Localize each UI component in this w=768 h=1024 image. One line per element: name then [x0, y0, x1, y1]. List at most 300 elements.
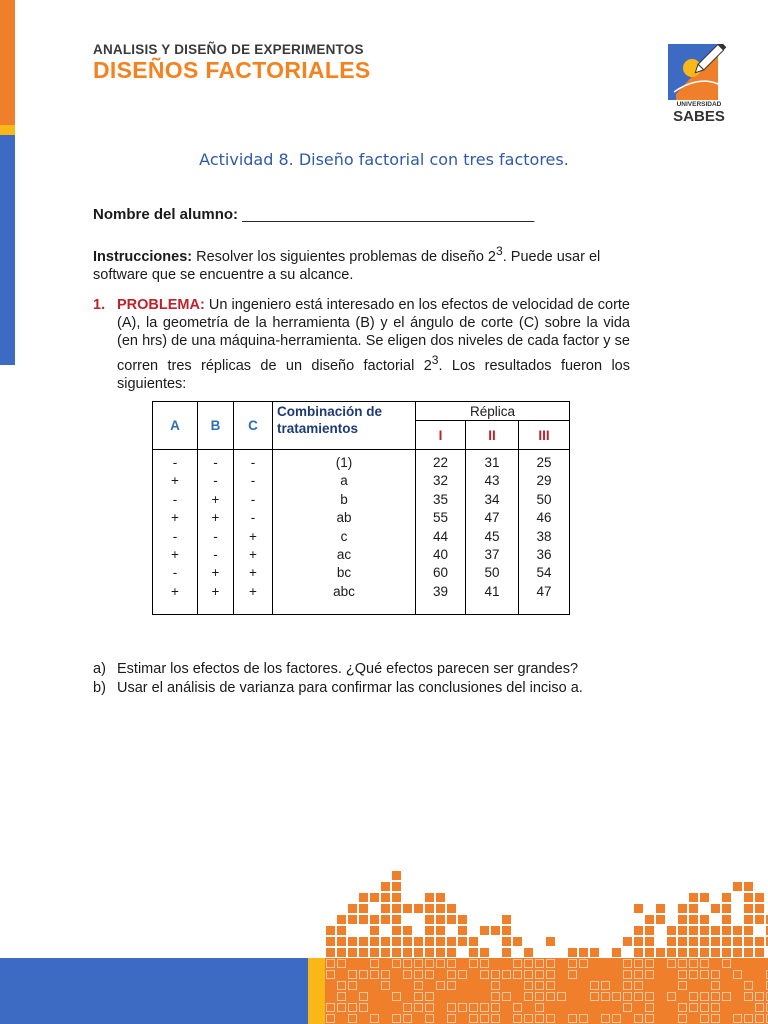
- pixel-outline: [711, 992, 720, 1001]
- pixel-outline: [590, 992, 599, 1001]
- table-cell: c: [340, 528, 348, 544]
- pixel-outline: [700, 1014, 709, 1023]
- table-cell: -: [213, 455, 218, 470]
- pixel-block: [711, 937, 720, 946]
- pixel-outline: [700, 992, 709, 1001]
- column-replica-i: [416, 450, 466, 615]
- pixel-block: [326, 937, 335, 946]
- pixel-outline: [700, 1003, 709, 1012]
- pixel-block: [678, 948, 687, 957]
- table-cell: 32: [432, 473, 449, 489]
- pixel-block: [392, 937, 401, 946]
- instructions-label: Instrucciones:: [93, 248, 193, 265]
- table-cell: 29: [536, 473, 552, 489]
- pixel-outline: [689, 1003, 698, 1012]
- pixel-outline: [513, 959, 522, 968]
- pixel-outline: [414, 981, 423, 990]
- pixel-block: [689, 948, 698, 957]
- pixel-outline: [447, 970, 456, 979]
- pixel-outline: [480, 1014, 489, 1023]
- pixel-outline: [392, 992, 401, 1001]
- table-cell: 34: [484, 491, 500, 507]
- pixel-block: [645, 915, 654, 924]
- pixel-block: [700, 926, 709, 935]
- pixel-outline: [425, 1014, 434, 1023]
- pixel-outline: [414, 992, 423, 1001]
- pixel-block: [370, 937, 379, 946]
- pixel-block: [733, 882, 742, 891]
- pixel-block: [403, 904, 412, 913]
- table-cell: -: [172, 455, 178, 470]
- pixel-outline: [711, 981, 720, 990]
- pixel-outline: [623, 1003, 632, 1012]
- table-cell: bc: [336, 565, 352, 581]
- logo-text-university: UNIVERSIDAD: [676, 101, 722, 108]
- pixel-block: [392, 915, 401, 924]
- pixel-outline: [634, 981, 643, 990]
- pixel-block: [359, 893, 368, 902]
- pixel-block: [689, 937, 698, 946]
- pixel-block: [370, 915, 379, 924]
- logo-text-sabes: SABES: [673, 108, 725, 125]
- pixel-outline: [425, 992, 434, 1001]
- pixel-outline: [755, 1003, 764, 1012]
- pixel-outline: [513, 970, 522, 979]
- pixel-outline: [722, 992, 731, 1001]
- header-a: A: [153, 402, 198, 450]
- table-cell: 31: [484, 455, 500, 470]
- pixel-outline: [524, 1014, 533, 1023]
- instructions: [93, 242, 630, 284]
- table-cell: 36: [536, 547, 552, 563]
- pixel-outline: [645, 1014, 654, 1023]
- table-cell: 43: [484, 473, 500, 489]
- table-cell: +: [171, 510, 179, 526]
- table-cell: +: [211, 583, 220, 599]
- pixel-block: [502, 926, 511, 935]
- table-cell: 60: [432, 565, 449, 581]
- pixel-outline: [535, 959, 544, 968]
- pixel-outline: [480, 959, 489, 968]
- pixel-block: [359, 948, 368, 957]
- pixel-block: [744, 926, 753, 935]
- pixel-outline: [326, 1014, 335, 1023]
- pixel-block: [370, 893, 379, 902]
- column-c: [234, 450, 273, 615]
- column-replica-ii: [466, 450, 519, 615]
- pixel-block: [700, 893, 709, 902]
- problem-base: 2: [423, 357, 432, 374]
- pixel-outline: [370, 1014, 379, 1023]
- pixel-block: [524, 948, 533, 957]
- pixel-block: [722, 904, 731, 913]
- pixel-outline: [524, 959, 533, 968]
- question-text: Usar el análisis de varianza para confirmar las conclusiones del inciso a.: [117, 679, 583, 696]
- pixel-block: [513, 937, 522, 946]
- pixel-block: [755, 904, 764, 913]
- table-cell: +: [211, 510, 220, 526]
- pixel-outline: [469, 1003, 478, 1012]
- pixel-block: [667, 926, 676, 935]
- header-c: C: [234, 402, 273, 450]
- pixel-outline: [601, 981, 610, 990]
- table-cell: a: [340, 473, 348, 489]
- table-cell: 50: [536, 491, 552, 507]
- table-cell: 39: [432, 583, 449, 599]
- header-replica-i: I: [416, 421, 466, 450]
- pixel-block: [656, 915, 665, 924]
- pixel-outline: [359, 992, 368, 1001]
- pixel-outline: [381, 981, 390, 990]
- pixel-outline: [612, 1014, 621, 1023]
- question-label: a): [93, 661, 106, 677]
- pixel-block: [447, 948, 456, 957]
- pixel-outline: [744, 992, 753, 1001]
- pixel-outline: [535, 981, 544, 990]
- pixel-block: [700, 915, 709, 924]
- results-table: [152, 401, 570, 615]
- table-cell: 25: [536, 455, 552, 470]
- pixel-block: [436, 904, 445, 913]
- pixel-block: [546, 937, 555, 946]
- pixel-outline: [623, 970, 632, 979]
- pixel-block: [656, 904, 665, 913]
- footer-bar-yellow: [308, 958, 325, 1024]
- pixel-outline: [403, 970, 412, 979]
- pixel-outline: [436, 959, 445, 968]
- table-cell: 47: [536, 583, 552, 599]
- pixel-outline: [634, 970, 643, 979]
- pixel-block: [337, 926, 346, 935]
- pixel-block: [425, 904, 434, 913]
- pixel-block: [337, 937, 346, 946]
- side-bar-orange: [0, 0, 15, 125]
- problem-label: PROBLEMA:: [117, 297, 205, 313]
- table-cell: ac: [336, 547, 352, 563]
- pixel-block: [733, 948, 742, 957]
- pixel-block: [689, 893, 698, 902]
- table-cell: 35: [432, 491, 449, 507]
- header-b: B: [198, 402, 234, 450]
- pixel-outline: [359, 1003, 368, 1012]
- pixel-block: [744, 882, 753, 891]
- table-cell: 54: [536, 565, 552, 581]
- column-replica-iii: [519, 450, 570, 615]
- question-item: [93, 660, 583, 679]
- pixel-block: [403, 948, 412, 957]
- pixel-outline: [744, 1014, 753, 1023]
- pixel-block: [337, 915, 346, 924]
- pixel-block: [722, 937, 731, 946]
- pixel-outline: [711, 970, 720, 979]
- header-replica: Réplica: [416, 402, 570, 421]
- pixel-outline: [634, 959, 643, 968]
- pixel-outline: [612, 992, 621, 1001]
- pixel-block: [722, 893, 731, 902]
- pixel-block: [458, 926, 467, 935]
- pixel-outline: [425, 970, 434, 979]
- questions-list: [93, 660, 583, 697]
- header-subtitle: ANALISIS Y DISEÑO DE EXPERIMENTOS: [93, 42, 364, 57]
- pixel-block: [414, 937, 423, 946]
- table-cell: -: [172, 565, 178, 581]
- pixel-block: [458, 915, 467, 924]
- table-cell: +: [171, 583, 179, 599]
- pixel-outline: [711, 1014, 720, 1023]
- instructions-text-before: Resolver los siguientes problemas de diseño: [192, 248, 488, 265]
- table-cell: ab: [336, 510, 352, 526]
- pixel-block: [359, 904, 368, 913]
- pixel-block: [722, 915, 731, 924]
- pixel-block: [392, 948, 401, 957]
- pixel-block: [700, 948, 709, 957]
- pixel-block: [634, 926, 643, 935]
- pixel-outline: [403, 1014, 412, 1023]
- pixel-outline: [744, 981, 753, 990]
- pixel-block: [645, 937, 654, 946]
- header-replica-iii: III: [519, 421, 570, 450]
- pixel-block: [381, 915, 390, 924]
- pixel-outline: [348, 970, 357, 979]
- pixel-outline: [590, 981, 599, 990]
- pixel-outline: [645, 1003, 654, 1012]
- table-cell: (1): [335, 455, 353, 470]
- pixel-block: [667, 937, 676, 946]
- logo-emblem-icon: [668, 44, 730, 100]
- activity-title: Actividad 8. Diseño factorial con tres factores.: [199, 150, 569, 169]
- pixel-outline: [601, 1014, 610, 1023]
- pixel-block: [436, 937, 445, 946]
- question-item: [93, 679, 583, 698]
- table-cell: 22: [432, 455, 449, 470]
- pixel-outline: [645, 970, 654, 979]
- pixel-block: [480, 926, 489, 935]
- column-combination: [273, 450, 416, 615]
- pixel-block: [634, 948, 643, 957]
- pixel-block: [689, 915, 698, 924]
- pixel-outline: [513, 1014, 522, 1023]
- pixel-outline: [502, 992, 511, 1001]
- table-cell: 46: [536, 510, 552, 526]
- pixel-block: [744, 904, 753, 913]
- pixel-outline: [733, 970, 742, 979]
- pixel-outline: [535, 1014, 544, 1023]
- pixel-outline: [601, 992, 610, 1001]
- pixel-block: [689, 904, 698, 913]
- pixel-outline: [535, 970, 544, 979]
- pixel-outline: [711, 1003, 720, 1012]
- pixel-block: [667, 948, 676, 957]
- problem-block: [93, 296, 630, 393]
- pixel-block: [436, 915, 445, 924]
- pixel-outline: [447, 1014, 456, 1023]
- instructions-text-after: . Puede usar el software que se encuentre a su alcance.: [93, 248, 601, 283]
- table-cell: 45: [484, 528, 500, 544]
- pixel-outline: [326, 959, 335, 968]
- pixel-block: [403, 926, 412, 935]
- table-cell: +: [211, 491, 220, 507]
- pixel-outline: [689, 959, 698, 968]
- pixel-outline: [447, 981, 456, 990]
- pixel-block: [755, 937, 764, 946]
- pixel-outline: [689, 970, 698, 979]
- table-cell: -: [213, 547, 218, 563]
- pixel-block: [755, 948, 764, 957]
- pixel-block: [568, 948, 577, 957]
- pixel-block: [722, 948, 731, 957]
- pixel-block: [348, 904, 357, 913]
- pixel-block: [678, 915, 687, 924]
- pixel-outline: [447, 959, 456, 968]
- pixel-block: [348, 948, 357, 957]
- pixel-outline: [678, 1003, 687, 1012]
- pixel-block: [425, 926, 434, 935]
- table-cell: +: [249, 565, 257, 581]
- pixel-block: [634, 937, 643, 946]
- pixel-outline: [568, 1014, 577, 1023]
- pixel-outline: [689, 992, 698, 1001]
- pixel-block: [392, 871, 401, 880]
- pixel-block: [392, 893, 401, 902]
- pixel-block: [502, 948, 511, 957]
- pixel-block: [370, 948, 379, 957]
- pixel-outline: [579, 959, 588, 968]
- pixel-block: [700, 937, 709, 946]
- pixel-outline: [469, 959, 478, 968]
- pixel-block: [579, 948, 588, 957]
- pixel-block: [414, 948, 423, 957]
- pixel-block: [458, 937, 467, 946]
- pixel-outline: [524, 992, 533, 1001]
- student-blank: ___________________________________: [242, 206, 535, 223]
- pixel-block: [447, 904, 456, 913]
- student-name-line: [93, 206, 534, 223]
- table-cell: 47: [484, 510, 500, 526]
- pixel-outline: [337, 981, 346, 990]
- pixel-block: [359, 937, 368, 946]
- pixel-block: [656, 948, 665, 957]
- pixel-block: [755, 915, 764, 924]
- pixel-block: [590, 948, 599, 957]
- pixel-block: [425, 948, 434, 957]
- table-cell: -: [250, 491, 256, 507]
- pixel-block: [744, 948, 753, 957]
- pixel-outline: [579, 1014, 588, 1023]
- pixel-outline: [370, 959, 379, 968]
- pixel-outline: [348, 981, 357, 990]
- problem-text-before: Un ingeniero está interesado en los efectos de velocidad de corte (A), la geometría de la herramienta (B) y el ángulo de corte (C) sobre la vida (en hrs) de una máquina-herramienta. Se eligen dos niveles de cada factor y se corren tres réplicas de un diseño factorial: [117, 297, 630, 374]
- student-label: Nombre del alumno:: [93, 206, 239, 223]
- pixel-outline: [491, 981, 500, 990]
- table-cell: +: [171, 473, 179, 489]
- column-a: [153, 450, 198, 615]
- pixel-outline: [370, 970, 379, 979]
- pixel-block: [711, 926, 720, 935]
- problem-number: 1.: [93, 297, 106, 313]
- pixel-block: [381, 904, 390, 913]
- pixel-block: [623, 937, 632, 946]
- pixel-outline: [381, 970, 390, 979]
- pixel-block: [447, 937, 456, 946]
- pixel-outline: [623, 981, 632, 990]
- question-text: Estimar los efectos de los factores. ¿Qué efectos parecen ser grandes?: [117, 661, 579, 677]
- pixel-outline: [458, 970, 467, 979]
- table-cell: 38: [536, 528, 552, 544]
- pixel-block: [392, 926, 401, 935]
- table-cell: -: [250, 455, 256, 470]
- pixel-outline: [337, 1003, 346, 1012]
- pixel-block: [744, 915, 753, 924]
- pixel-outline: [535, 1003, 544, 1012]
- pixel-block: [491, 926, 500, 935]
- pixel-outline: [524, 970, 533, 979]
- pixel-block: [722, 926, 731, 935]
- pixel-block: [744, 937, 753, 946]
- pixel-outline: [645, 992, 654, 1001]
- problem-text: [117, 296, 630, 393]
- pixel-block: [370, 926, 379, 935]
- pixel-outline: [359, 970, 368, 979]
- header-combination: Combinación de tratamientos: [273, 402, 416, 450]
- column-b: [198, 450, 234, 615]
- side-bar-blue: [0, 135, 15, 365]
- side-bar-yellow: [0, 125, 15, 135]
- pixel-outline: [546, 959, 555, 968]
- pixel-block: [425, 915, 434, 924]
- pixel-outline: [634, 1014, 643, 1023]
- footer-bar-blue: [0, 958, 308, 1024]
- table-cell: -: [172, 528, 178, 544]
- pixel-outline: [557, 992, 566, 1001]
- pixel-block: [381, 882, 390, 891]
- pixel-block: [436, 926, 445, 935]
- pixel-block: [447, 915, 456, 924]
- pixel-outline: [645, 959, 654, 968]
- pixel-outline: [480, 970, 489, 979]
- pixel-block: [414, 904, 423, 913]
- table-cell: +: [249, 547, 257, 563]
- table-cell: b: [340, 491, 348, 507]
- pixel-outline: [678, 981, 687, 990]
- pixel-outline: [392, 1014, 401, 1023]
- header-replica-ii: II: [466, 421, 519, 450]
- pixel-outline: [678, 1014, 687, 1023]
- pixel-block: [469, 948, 478, 957]
- problem-exp: 3: [431, 352, 439, 367]
- pixel-outline: [491, 970, 500, 979]
- pixel-outline: [678, 970, 687, 979]
- pixel-outline: [755, 1014, 764, 1023]
- pixel-outline: [678, 959, 687, 968]
- pixel-outline: [348, 1003, 357, 1012]
- pixel-outline: [392, 959, 401, 968]
- pixel-block: [678, 937, 687, 946]
- pixel-outline: [623, 959, 632, 968]
- table-cell: +: [211, 565, 220, 581]
- pixel-block: [744, 893, 753, 902]
- pixel-outline: [414, 959, 423, 968]
- table-cell: 55: [432, 510, 449, 526]
- pixel-outline: [524, 981, 533, 990]
- pixel-block: [337, 948, 346, 957]
- pixel-outline: [491, 1003, 500, 1012]
- pixel-outline: [469, 1014, 478, 1023]
- table-cell: +: [171, 547, 179, 563]
- pixel-outline: [546, 992, 555, 1001]
- table-cell: 41: [484, 583, 500, 599]
- header-title: DISEÑOS FACTORIALES: [93, 57, 371, 83]
- table-cell: 50: [484, 565, 500, 581]
